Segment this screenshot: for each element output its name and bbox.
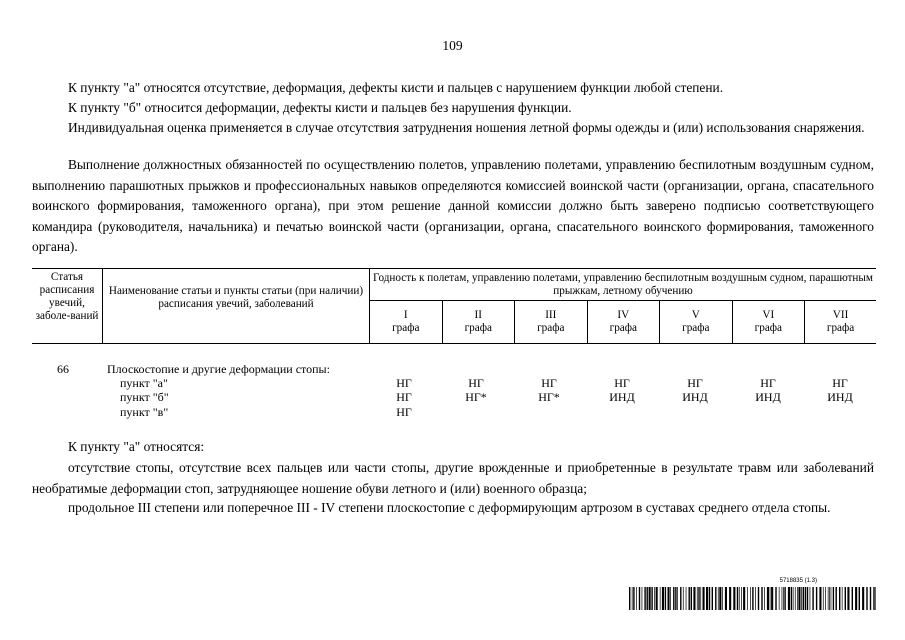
barcode-image (629, 587, 876, 610)
fitness-table-header (32, 268, 876, 344)
article-title: Плоскостопие и другие деформации стопы: (107, 362, 330, 376)
value-c-col1: НГ (396, 405, 412, 419)
header-column-2: II графа (442, 301, 515, 344)
value-b-col4: ИНД (609, 390, 635, 404)
paragraph-flatfoot-degree: продольное III степени или поперечное III - IV степени плоскостопие с деформирующим артрозом в суставах среднего отдела стопы. (68, 500, 831, 515)
value-a-col3: НГ (541, 376, 557, 390)
header-column-1: I графа (370, 301, 443, 344)
value-a-col4: НГ (614, 376, 630, 390)
barcode-id: 5718835 (1.3) (779, 578, 817, 584)
value-b-col7: ИНД (827, 390, 853, 404)
value-a-col1: НГ (396, 376, 412, 390)
value-a-col5: НГ (687, 376, 703, 390)
value-b-col5: ИНД (682, 390, 708, 404)
value-b-col6: ИНД (755, 390, 781, 404)
header-column-3: III графа (515, 301, 588, 344)
paragraph-foot-absence: отсутствие стопы, отсутствие всех пальцев или части стопы, другие врожденные и приобретенные в результате травм или заболеваний необратимые деформации стоп, затрудняющее ношение обуви летного и (или) военного образца; (32, 460, 874, 496)
paragraph-point-b-hand: К пункту "б" относится деформации, дефекты кисти и пальцев без нарушения функции. (68, 100, 572, 115)
item-label-c: пункт "в" (120, 405, 169, 419)
header-column-4: IV графа (587, 301, 660, 344)
header-article: Статья расписания увечий, заболе-ваний (32, 269, 103, 344)
paragraph-duties-commission: Выполнение должностных обязанностей по осуществлению полетов, управлению полетами, управлению беспилотным воздушным судном, выполнению парашютных прыжков и профессиональных навыков определяются комиссией воинской части (организации, органа, спасательного воинского формирования, таможенного органа), при этом решение данной комиссии должно быть заверено подписью соответствующего командира (руководителя, начальника) и печатью воинской части (организации, органа, спасательного воинского формирования, таможенного органа). (32, 157, 874, 254)
item-label-a: пункт "а" (120, 376, 168, 390)
paragraph-point-a-foot-intro: К пункту "а" относятся: (68, 439, 205, 454)
header-column-7: VII графа (805, 301, 876, 344)
header-fitness-group: Годность к полетам, управлению полетами, управлению беспилотным воздушным судном, парашютным прыжкам, летному обучению (370, 269, 877, 301)
paragraph-individual-assessment: Индивидуальная оценка применяется в случае отсутствия затруднения ношения летной формы одежды и (или) использования снаряжения. (68, 120, 865, 135)
value-b-col2: НГ* (465, 390, 487, 404)
value-a-col7: НГ (832, 376, 848, 390)
header-name: Наименование статьи и пункты статьи (при наличии) расписания увечий, заболеваний (103, 269, 370, 344)
page-number: 109 (442, 38, 463, 53)
item-label-b: пункт "б" (120, 390, 169, 404)
value-b-col3: НГ* (538, 390, 560, 404)
value-a-col6: НГ (760, 376, 776, 390)
header-column-6: VI графа (732, 301, 805, 344)
article-number: 66 (57, 362, 69, 376)
value-a-col2: НГ (468, 376, 484, 390)
value-b-col1: НГ (396, 390, 412, 404)
paragraph-point-a-hand: К пункту "а" относятся отсутствие, деформация, дефекты кисти и пальцев с нарушением функции любой степени. (68, 80, 724, 95)
header-column-5: V графа (660, 301, 733, 344)
